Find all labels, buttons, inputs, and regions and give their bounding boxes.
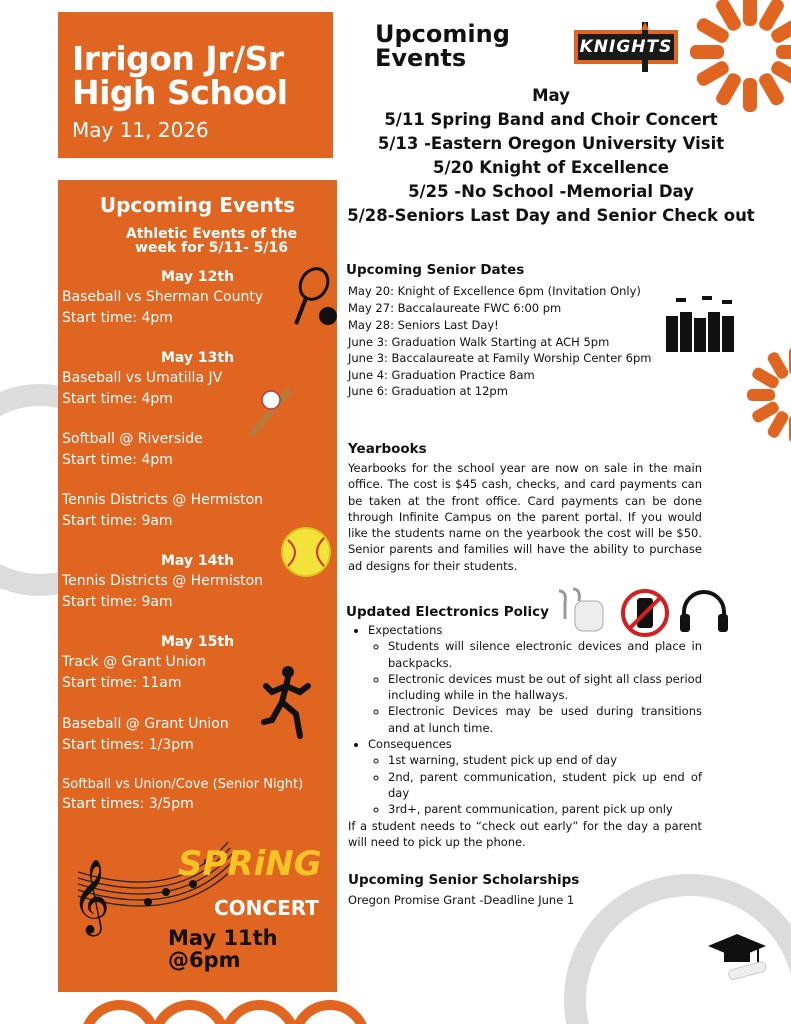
day-date: May 14th: [160, 553, 235, 569]
electronics-title: Updated Electronics Policy: [346, 604, 549, 620]
day-date: May 13th: [160, 350, 235, 366]
spring-word: SPRiNG: [178, 844, 322, 884]
runner-icon: [258, 664, 318, 740]
may-event-item: 5/11 Spring Band and Choir Concert: [384, 110, 718, 129]
may-event-item: 5/28-Seniors Last Day and Senior Check out: [347, 206, 755, 225]
event-time: Start time: 9am: [62, 594, 173, 610]
event-time: Start times: 3/5pm: [62, 796, 194, 812]
scholarships-title: Upcoming Senior Scholarships: [348, 872, 580, 888]
may-month-heading: May: [532, 86, 570, 105]
may-event-item: 5/13 -Eastern Oregon University Visit: [377, 134, 725, 153]
school-name: [72, 39, 288, 112]
senior-date-item: May 28: Seniors Last Day!: [348, 318, 499, 332]
event-name: Softball @ Riverside: [62, 431, 203, 447]
day-date: May 12th: [160, 269, 235, 285]
consequence-item: ◦ 3rd+, parent communication, parent pick up only: [388, 801, 702, 817]
baseball-bat-icon: [246, 386, 296, 438]
may-event-item: 5/25 -No School -Memorial Day: [408, 182, 694, 201]
event-time: Start time: 11am: [62, 675, 182, 691]
athletic-events-panel: [58, 180, 337, 992]
event-name: Baseball @ Grant Union: [62, 716, 229, 732]
day-date: May 15th: [160, 634, 235, 650]
expectations-label: Expectations: [368, 623, 443, 637]
expectation-item: ◦ Electronic Devices may be used during transitions and at lunch time.: [388, 703, 702, 736]
consequences-item: [368, 736, 702, 817]
event-name: Softball vs Union/Cove (Senior Night): [62, 777, 304, 792]
school-name-line2: High School: [72, 73, 288, 112]
consequence-item: ◦ 1st warning, student pick up end of day: [388, 752, 702, 768]
scholarship-item: Oregon Promise Grant -Deadline June 1: [348, 893, 575, 907]
tennis-racket-icon: [292, 266, 342, 330]
senior-date-item: May 20: Knight of Excellence 6pm (Invitation Only): [348, 284, 641, 298]
electronics-policy-list: [348, 622, 702, 850]
consequences-label: Consequences: [368, 737, 452, 752]
yearbooks-title: Yearbooks: [348, 441, 427, 457]
event-name: Tennis Districts @ Hermiston: [62, 573, 264, 589]
concert-date-line1: May 11th: [168, 926, 278, 950]
panel-subheading-line1: Athletic Events of the: [125, 226, 298, 242]
event-name: Baseball vs Sherman County: [62, 289, 264, 305]
consequence-item: ◦ 2nd, parent communication, student pick up end of day: [388, 769, 702, 802]
knights-logo: [572, 22, 680, 72]
event-name: Track @ Grant Union: [62, 654, 206, 670]
policy-list: [348, 622, 702, 818]
senior-date-item: June 3: Graduation Walk Starting at ACH 5pm: [348, 335, 610, 349]
graduation-cap-icon: [706, 930, 768, 984]
title-line1: Upcoming: [375, 20, 510, 48]
expectations-item: [368, 622, 702, 736]
event-name: Baseball vs Umatilla JV: [62, 370, 223, 386]
event-time: Start time: 9am: [62, 513, 173, 529]
event-time: Start time: 4pm: [62, 452, 173, 468]
school-title-box: [58, 12, 333, 158]
event-name: Tennis Districts @ Hermiston: [62, 492, 264, 508]
consequences-sublist: [368, 752, 702, 817]
panel-heading: Upcoming Events: [99, 193, 296, 217]
senior-date-item: June 6: Graduation at 12pm: [348, 384, 508, 398]
early-checkout-note: If a student needs to “check out early” for the day a parent will need to pick up the phone.: [348, 818, 702, 849]
event-time: Start times: 1/3pm: [62, 737, 194, 753]
senior-date-item: June 4: Graduation Practice 8am: [348, 368, 535, 382]
graduates-icon: [662, 296, 740, 354]
senior-date-item: June 3: Baccalaureate at Family Worship Center 6pm: [348, 351, 652, 365]
expectation-item: ◦ Electronic devices must be out of sight all class period including while in the hallways.: [388, 671, 702, 704]
yearbooks-body: Yearbooks for the school year are now on sale in the main office. The cost is $45 cash, checks, and card payments can be taken at the front office. Card payments can be done through Infinite Campus on the parent portal. If you would like the students name on the yearbook the cost will be $50. Senior parents and families will have the ability to purchase ad designs for their students.: [348, 461, 702, 573]
concert-date-line2: @6pm: [168, 948, 241, 972]
expectations-sublist: [368, 638, 702, 736]
expectation-item: ◦ Students will silence electronic devices and place in backpacks.: [388, 638, 702, 671]
svg-text:𝄞: 𝄞: [72, 860, 110, 934]
concert-word: CONCERT: [214, 896, 319, 920]
event-time: Start time: 4pm: [62, 391, 173, 407]
knights-logo-text: KNIGHTS: [579, 37, 673, 57]
title-line2: Events: [375, 44, 467, 72]
school-name-line1: Irrigon Jr/Sr: [72, 39, 284, 78]
softball-icon: [280, 526, 332, 578]
senior-dates-title: Upcoming Senior Dates: [346, 262, 525, 278]
event-time: Start time: 4pm: [62, 310, 173, 326]
panel-subheading-line2: week for 5/11- 5/16: [135, 240, 288, 256]
may-event-item: 5/20 Knight of Excellence: [433, 158, 669, 177]
senior-date-item: May 27: Baccalaureate FWC 6:00 pm: [348, 301, 562, 315]
upcoming-events-title: [375, 22, 510, 70]
newsletter-date: May 11, 2026: [72, 118, 209, 142]
